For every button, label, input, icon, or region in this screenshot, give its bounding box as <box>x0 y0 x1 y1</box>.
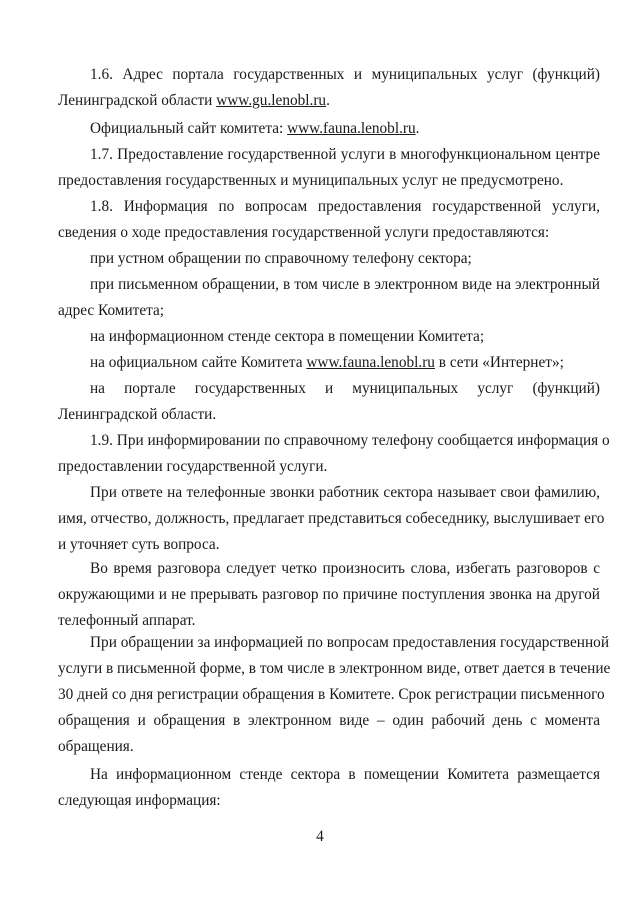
text-line: предоставления государственных и муниципальных услуг не предусмотрено. <box>58 172 564 189</box>
text-line: телефонный аппарат. <box>58 612 196 629</box>
paragraph-portal <box>58 376 600 428</box>
portal-link[interactable]: www.gu.lenobl.ru <box>216 92 327 109</box>
paragraph-1-6 <box>58 62 600 114</box>
text-line: окружающими и не прерывать разговор по причине поступления звонка на другой <box>58 586 600 603</box>
paragraph-oral-request <box>58 246 600 272</box>
fauna-site-link[interactable]: www.fauna.lenobl.ru <box>306 354 435 371</box>
text-line: Ленинградской области. <box>58 406 217 423</box>
text-line: 30 дней со дня регистрации обращения в Комитете. Срок регистрации письменного <box>58 686 605 703</box>
text-line: сведения о ходе предоставления государственной услуги предоставляются: <box>58 224 550 241</box>
text-line: на информационном стенде сектора в помещении Комитета; <box>90 328 485 345</box>
fauna-site-link[interactable]: www.fauna.lenobl.ru <box>287 120 416 137</box>
text-line: При обращении за информацией по вопросам предоставления государственной <box>90 634 610 651</box>
text-segment: на официальном сайте Комитета <box>90 354 307 371</box>
text-line: и уточняет суть вопроса. <box>58 536 220 553</box>
text-line: Во время разговора следует четко произносить слова, избегать разговоров с <box>90 560 600 577</box>
paragraph-conversation <box>58 556 600 634</box>
text-line: При ответе на телефонные звонки работник сектора называет свои фамилию, <box>90 484 600 501</box>
text-segment: Официальный сайт комитета: <box>90 120 288 137</box>
text-line: услуги в письменной форме, в том числе в электронном виде, ответ дается в течение <box>58 660 611 677</box>
text-line: при устном обращении по справочному телефону сектора; <box>90 250 472 267</box>
text-line: предоставлении государственной услуги. <box>58 458 328 475</box>
text-segment: . <box>326 92 330 109</box>
paragraph-1-8 <box>58 194 600 246</box>
text-line: 1.9. При информировании по справочному телефону сообщается информация о <box>90 432 610 449</box>
text-line: 1.6. Адрес портала государственных и муниципальных услуг (функций) <box>90 66 600 83</box>
paragraph-official-site <box>58 116 600 142</box>
paragraph-1-7 <box>58 142 600 194</box>
paragraph-written-inquiries <box>58 630 611 760</box>
text-line: обращения. <box>58 738 134 755</box>
paragraph-official-site-internet <box>58 350 600 376</box>
text-line: На информационном стенде сектора в помещении Комитета размещается <box>90 766 600 783</box>
paragraph-written-request <box>58 272 600 324</box>
text-line: следующая информация: <box>58 792 221 809</box>
text-line: на портале государственных и муниципальных услуг (функций) <box>90 380 600 397</box>
text-line: обращения и обращения в электронном виде – один рабочий день с момента <box>58 712 600 729</box>
page-number: 4 <box>316 828 324 845</box>
text-segment: Ленинградской области <box>58 92 217 109</box>
paragraph-stand-content <box>58 762 600 814</box>
text-segment: . <box>415 120 420 137</box>
text-line: 1.8. Информация по вопросам предоставления государственной услуги, <box>90 198 600 215</box>
paragraph-phone-answering <box>58 480 605 558</box>
paragraph-1-9 <box>58 428 610 480</box>
text-line: при письменном обращении, в том числе в электронном виде на электронный <box>90 276 600 293</box>
text-line: имя, отчество, должность, предлагает представиться собеседнику, выслушивает его <box>58 510 605 527</box>
text-line: 1.7. Предоставление государственной услуги в многофункциональном центре <box>90 146 600 163</box>
text-segment: в сети «Интернет»; <box>434 354 564 371</box>
text-line: адрес Комитета; <box>58 302 165 319</box>
paragraph-info-stand <box>58 324 600 350</box>
